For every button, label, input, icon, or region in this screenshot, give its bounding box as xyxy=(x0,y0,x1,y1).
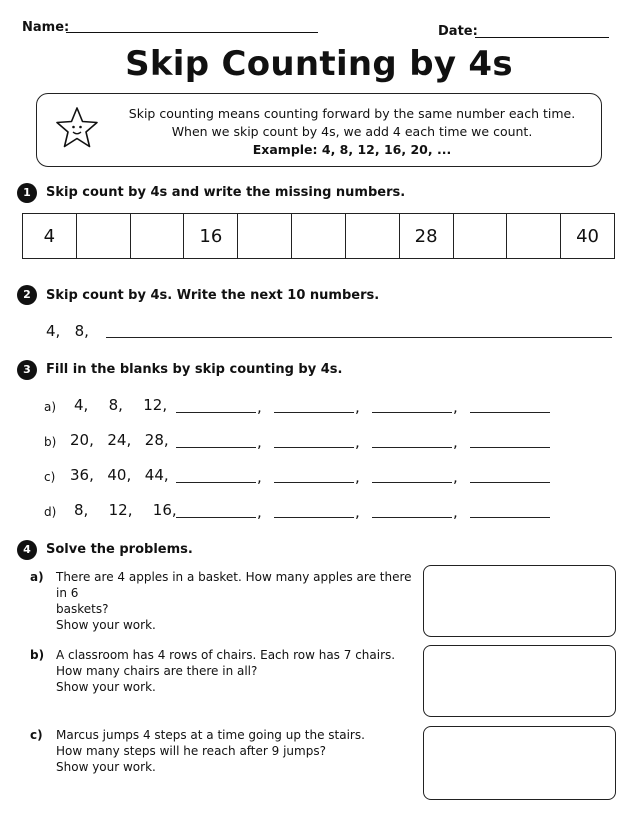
comma: , xyxy=(355,398,360,416)
intro-line-2: When we skip count by 4s, we add 4 each time we count. xyxy=(171,124,533,139)
row-start-numbers: 8, 12, 16, xyxy=(74,501,177,519)
intro-box xyxy=(36,93,602,167)
blank-line[interactable] xyxy=(372,412,452,413)
question-3-badge: 3 xyxy=(17,360,37,380)
comma: , xyxy=(355,503,360,521)
problem-text xyxy=(56,647,416,695)
blank-line[interactable] xyxy=(372,447,452,448)
problem-letter: a) xyxy=(30,570,44,584)
answer-box[interactable] xyxy=(423,726,616,800)
comma: , xyxy=(257,433,262,451)
blank-line[interactable] xyxy=(176,517,256,518)
comma: , xyxy=(453,468,458,486)
strip-cell[interactable] xyxy=(131,214,185,258)
blank-line[interactable] xyxy=(176,482,256,483)
question-1-badge: 1 xyxy=(17,183,37,203)
problem-line: A classroom has 4 rows of chairs. Each row has 7 chairs. xyxy=(56,648,396,662)
name-label: Name: xyxy=(22,20,70,35)
blank-line[interactable] xyxy=(176,412,256,413)
strip-cell: 40 xyxy=(576,225,599,247)
strip-cell[interactable] xyxy=(346,214,400,258)
fill-row-a xyxy=(44,396,564,420)
page-title: Skip Counting by 4s xyxy=(125,44,513,84)
fill-row-d xyxy=(44,501,564,525)
strip-cell: 16 xyxy=(184,214,238,258)
strip-cell: 28 xyxy=(400,214,454,258)
problem-text xyxy=(56,569,416,633)
comma: , xyxy=(355,468,360,486)
question-1-prompt: Skip count by 4s and write the missing numbers. xyxy=(46,185,406,200)
blank-line[interactable] xyxy=(274,412,354,413)
intro-example: Example: 4, 8, 12, 16, 20, ... xyxy=(252,142,452,157)
answer-box[interactable] xyxy=(423,565,616,637)
comma: , xyxy=(355,433,360,451)
number-strip xyxy=(22,213,615,259)
strip-cell[interactable] xyxy=(454,214,508,258)
name-line[interactable] xyxy=(66,32,318,33)
intro-line-1: Skip counting means counting forward by the same number each time. xyxy=(128,106,576,121)
problem-line: How many steps will he reach after 9 jumps? xyxy=(56,744,326,758)
fill-row-c xyxy=(44,466,564,490)
star-icon xyxy=(55,106,99,150)
row-letter: c) xyxy=(44,470,56,484)
answer-box[interactable] xyxy=(423,645,616,717)
blank-line[interactable] xyxy=(274,482,354,483)
comma: , xyxy=(257,398,262,416)
strip-cell[interactable] xyxy=(77,214,131,258)
comma: , xyxy=(257,503,262,521)
blank-line[interactable] xyxy=(274,447,354,448)
question-2-prompt: Skip count by 4s. Write the next 10 numbers. xyxy=(46,288,380,303)
strip-cell[interactable] xyxy=(507,214,561,258)
comma: , xyxy=(453,398,458,416)
date-line[interactable] xyxy=(475,37,609,38)
comma: , xyxy=(257,468,262,486)
blank-line[interactable] xyxy=(470,482,550,483)
date-label: Date: xyxy=(438,24,478,39)
problem-line: Show your work. xyxy=(56,618,156,632)
blank-line[interactable] xyxy=(470,517,550,518)
problem-line: How many chairs are there in all? xyxy=(56,664,258,678)
problem-letter: b) xyxy=(30,648,45,662)
blank-line[interactable] xyxy=(470,447,550,448)
blank-line[interactable] xyxy=(274,517,354,518)
comma: , xyxy=(453,503,458,521)
question-4-badge: 4 xyxy=(17,540,37,560)
question-2-answer-line[interactable] xyxy=(106,337,612,338)
question-2-start-numbers: 4, 8, xyxy=(46,322,89,340)
blank-line[interactable] xyxy=(372,482,452,483)
blank-line[interactable] xyxy=(372,517,452,518)
strip-cell[interactable] xyxy=(292,214,346,258)
blank-line[interactable] xyxy=(176,447,256,448)
strip-cell: 4 xyxy=(23,214,77,258)
blank-line[interactable] xyxy=(470,412,550,413)
problem-line: There are 4 apples in a basket. How many apples are there in 6 xyxy=(56,570,412,600)
row-start-numbers: 36, 40, 44, xyxy=(70,466,169,484)
row-start-numbers: 20, 24, 28, xyxy=(70,431,169,449)
problem-line: baskets? xyxy=(56,602,109,616)
row-letter: d) xyxy=(44,505,57,519)
comma: , xyxy=(453,433,458,451)
fill-row-b xyxy=(44,431,564,455)
row-letter: b) xyxy=(44,435,57,449)
problem-text xyxy=(56,727,416,775)
strip-cell[interactable] xyxy=(238,214,292,258)
problem-line: Show your work. xyxy=(56,680,156,694)
row-letter: a) xyxy=(44,400,57,414)
question-3-prompt: Fill in the blanks by skip counting by 4s. xyxy=(46,362,343,377)
row-start-numbers: 4, 8, 12, xyxy=(74,396,168,414)
question-2-badge: 2 xyxy=(17,285,37,305)
problem-letter: c) xyxy=(30,728,43,742)
question-4-prompt: Solve the problems. xyxy=(46,542,193,557)
intro-text xyxy=(117,105,587,159)
problem-line: Show your work. xyxy=(56,760,156,774)
problem-line: Marcus jumps 4 steps at a time going up the stairs. xyxy=(56,728,365,742)
